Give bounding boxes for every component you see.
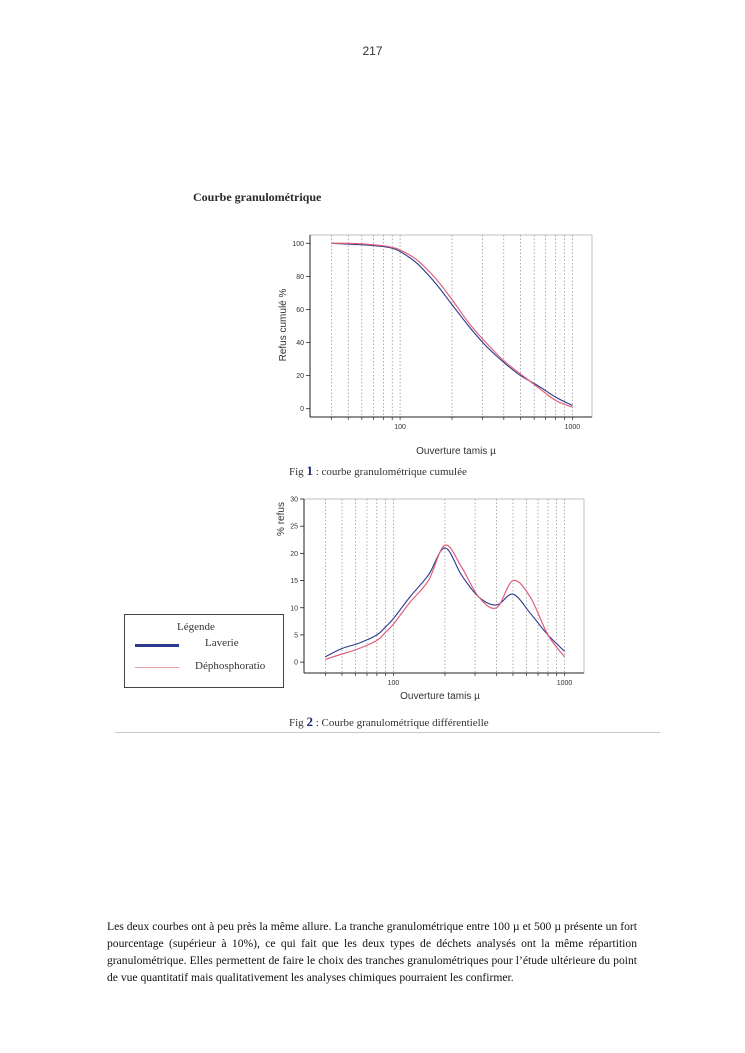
differential-curve-chart xyxy=(270,493,590,705)
fig2-caption-prefix: Fig xyxy=(289,717,307,729)
legend-swatch-dephosphoratio xyxy=(135,667,179,668)
y-tick-label: 60 xyxy=(296,306,304,314)
divider-line xyxy=(115,732,660,733)
body-paragraph: Les deux courbes ont à peu près la même allure. La tranche granulométrique entre 100 µ et 500 µ présente un fort pourcentage (supérieur à 10%), ce qui fait que les deux types de déchets analysés ont la même répartition granulométrique. Elles permettent de faire le choix des tranches granulométriques pour l’étude ultérieure du point de vue quantitatif mais qualitativement les analyses chimiques pourraient les confirmer. xyxy=(107,920,637,984)
section-title: Courbe granulométrique xyxy=(193,190,322,204)
fig1-caption-text: : courbe granulométrique cumulée xyxy=(312,466,467,478)
legend-box xyxy=(124,614,284,688)
y-tick-label: 25 xyxy=(290,523,298,531)
y-tick-label: 20 xyxy=(296,373,304,381)
page-number: 217 xyxy=(362,44,383,58)
y-tick-label: 0 xyxy=(300,406,304,414)
y-axis-label: % refus xyxy=(276,502,287,536)
x-axis-label: Ouverture tamis µ xyxy=(416,446,496,457)
x-axis-label: Ouverture tamis µ xyxy=(400,691,480,702)
y-tick-label: 15 xyxy=(290,578,298,586)
y-tick-label: 30 xyxy=(290,496,298,504)
x-tick-label: 100 xyxy=(394,424,406,431)
fig1-caption xyxy=(289,463,467,479)
y-tick-label: 5 xyxy=(294,632,298,640)
fig2-caption xyxy=(289,714,489,730)
cumulative-curve-chart xyxy=(270,225,600,457)
x-tick-label: 1000 xyxy=(564,424,581,431)
y-tick-label: 80 xyxy=(296,273,304,281)
fig2-caption-text: : Courbe granulométrique différentielle xyxy=(312,717,489,729)
y-tick-label: 20 xyxy=(290,550,298,558)
legend-label-dephosphoratio: Déphosphoratio xyxy=(195,660,266,672)
y-axis-label: Refus cumulé % xyxy=(278,288,289,362)
legend-title: Légende xyxy=(177,621,215,633)
legend-swatch-laverie xyxy=(135,644,179,647)
legend-label-laverie: Laverie xyxy=(205,637,239,649)
x-tick-label: 1000 xyxy=(556,680,573,687)
y-tick-label: 100 xyxy=(292,240,304,248)
y-tick-label: 0 xyxy=(294,659,298,667)
fig1-caption-prefix: Fig xyxy=(289,466,307,478)
fig1-caption-number: 1 xyxy=(306,463,313,478)
y-tick-label: 10 xyxy=(290,605,298,613)
x-tick-label: 100 xyxy=(387,680,400,687)
fig2-caption-number: 2 xyxy=(306,714,313,729)
y-tick-label: 40 xyxy=(296,340,304,348)
